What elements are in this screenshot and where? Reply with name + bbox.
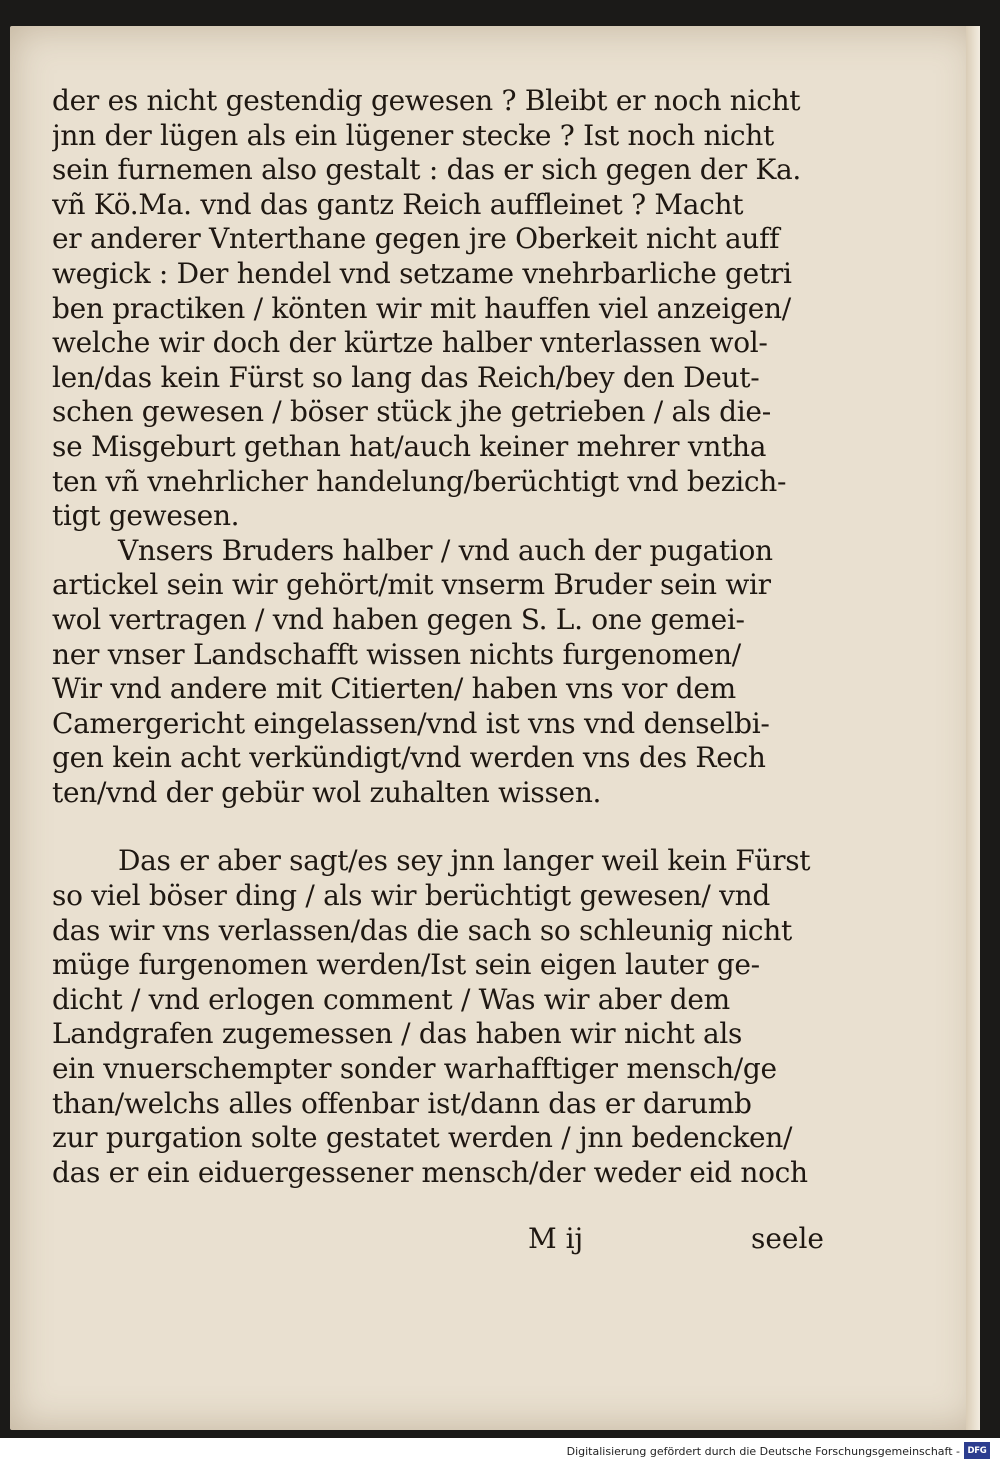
text-line: wegick : Der hendel vnd setzame vnehrbarliche getri [52,256,792,290]
page-edge [966,26,980,1430]
dfg-logo: DFG [964,1442,990,1459]
text-line: schen gewesen / böser stück jhe getrieben / als die- [52,395,771,429]
text-line: sein furnemen also gestalt : das er sich gegen der Ka. [52,153,801,187]
signature-mark: M ij [528,1222,584,1255]
text-line: ner vnser Landschafft wissen nichts furgenomen/ [52,637,741,671]
text-line: gen kein acht verkündigt/vnd werden vns des Rech [52,741,766,775]
text-line: zur purgation solte gestatet werden / jnn bedencken/ [52,1121,793,1155]
text-line: artickel sein wir gehört/mit vnserm Bruder sein wir [52,568,771,602]
paragraph-2 [52,534,832,811]
text-line: so viel böser ding / als wir berüchtigt gewesen/ vnd [52,879,770,913]
text-line: müge furgenomen werden/Ist sein eigen lauter ge- [52,948,760,982]
text-line: Das er aber sagt/es sey jnn langer weil kein Fürst [118,844,811,878]
text-line: len/das kein Fürst so lang das Reich/bey den Deut- [52,360,760,394]
text-line: Wir vnd andere mit Citierten/ haben vns vor dem [52,672,736,706]
text-line: Camergericht eingelassen/vnd ist vns vnd denselbi- [52,706,770,740]
text-line: than/welchs alles offenbar ist/dann das er darumb [52,1086,752,1120]
text-line: vñ Kö.Ma. vnd das gantz Reich auffleinet ? Macht [52,187,744,221]
funding-credit: Digitalisierung gefördert durch die Deutsche Forschungsgemeinschaft - [566,1445,960,1458]
paragraph-gap [52,810,832,844]
text-line: ten/vnd der gebür wol zuhalten wissen. [52,775,602,809]
paragraph-1 [52,84,832,534]
text-line: jnn der lügen als ein lügener stecke ? Ist noch nicht [52,118,774,152]
signature-line [52,1222,832,1258]
text-line: ein vnuerschempter sonder warhafftiger mensch/ge [52,1052,777,1086]
text-line: Landgrafen zugemessen / das haben wir nicht als [52,1017,743,1051]
book-page [10,26,980,1430]
text-line: wol vertragen / vnd haben gegen S. L. one gemei- [52,602,745,636]
text-line: der es nicht gestendig gewesen ? Bleibt er noch nicht [52,84,801,117]
page-text [52,84,832,1190]
text-line: tigt gewesen. [52,499,240,533]
text-line: das wir vns verlassen/das die sach so schleunig nicht [52,913,792,947]
footer [0,1438,1000,1465]
text-line: ten vñ vnehrlicher handelung/berüchtigt vnd bezich- [52,464,787,498]
paragraph-3 [52,844,832,1190]
text-line: se Misgeburt gethan hat/auch keiner mehrer vntha [52,429,767,463]
text-line: welche wir doch der kürtze halber vnterlassen wol- [52,326,768,360]
text-line: er anderer Vnterthane gegen jre Oberkeit nicht auff [52,222,780,256]
text-line: Vnsers Bruders halber / vnd auch der pugation [118,533,773,567]
text-line: das er ein eiduergessener mensch/der weder eid noch [52,1155,808,1189]
text-line: ben practiken / könten wir mit hauffen viel anzeigen/ [52,291,791,325]
catchword: seele [750,1222,824,1255]
text-line: dicht / vnd erlogen comment / Was wir aber dem [52,982,730,1016]
